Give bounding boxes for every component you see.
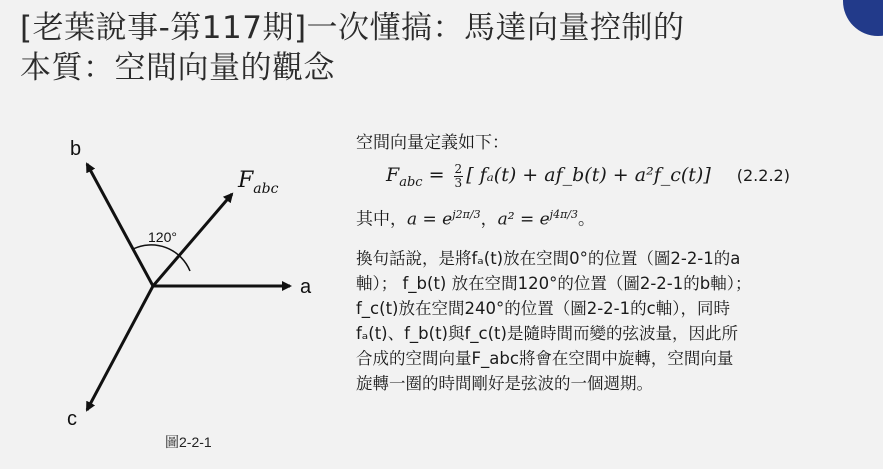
angle-label: 120° bbox=[148, 229, 177, 245]
equation-2-2-2: $F_{abc}$ = $\frac{2}{3}$ [ fₐ(t) + af_b(t) + a²f_c(t)] (2.2.2) bbox=[386, 161, 790, 190]
figure-caption: 圖2-2-1 bbox=[165, 434, 212, 450]
fraction: $\frac{2}{3}$ bbox=[454, 161, 463, 190]
slide-title bbox=[20, 8, 860, 88]
paragraph-line-5: 合成的空間向量F_abc將會在空間中旋轉，空間向量 bbox=[356, 349, 734, 369]
definition-a: 其中，$a = e^{j2\pi/3}$，$a^2 = e^{j4\pi/3}$。 bbox=[356, 207, 595, 230]
axis-a-label: a bbox=[300, 276, 312, 298]
title-line-1: [老葉說事-第117期]一次懂搞：馬達向量控制的 bbox=[20, 10, 685, 46]
axis-c-label: c bbox=[67, 408, 77, 425]
vector-fabc-label: $F_{abc}$ bbox=[238, 168, 279, 197]
paragraph-line-4: fₐ(t)、f_b(t)與f_c(t)是隨時間而變的弦波量，因此所 bbox=[356, 324, 738, 344]
axis-b-label: b bbox=[70, 138, 82, 160]
definition-intro: 空間向量定義如下： bbox=[356, 133, 509, 153]
paragraph-line-1: 換句話說，是將fₐ(t)放在空間0°的位置（圖2-2-1的a bbox=[356, 249, 741, 269]
title-line-2: 本質：空間向量的觀念 bbox=[20, 50, 335, 86]
vector-diagram bbox=[40, 125, 330, 425]
axis-b-arrow bbox=[87, 164, 153, 286]
paragraph-line-6: 旋轉一圈的時間剛好是弦波的一個週期。 bbox=[356, 374, 653, 394]
paragraph-line-3: f_c(t)放在空間240°的位置（圖2-2-1的c軸），同時 bbox=[356, 299, 730, 319]
axis-c-arrow bbox=[87, 286, 153, 410]
explanation-text bbox=[356, 130, 876, 396]
equation-number: (2.2.2) bbox=[736, 166, 790, 185]
paragraph-line-2: 軸）； f_b(t) 放在空間120°的位置（圖2-2-1的b軸）； bbox=[356, 274, 752, 294]
